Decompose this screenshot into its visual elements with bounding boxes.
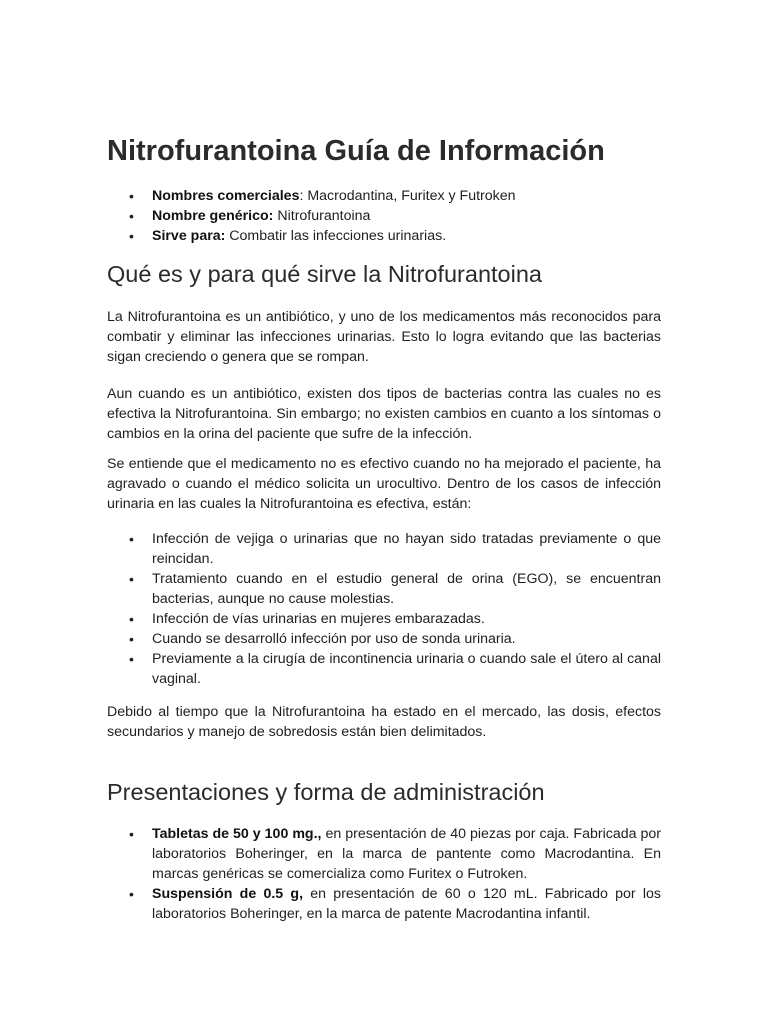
list-item-text: Tratamiento cuando en el estudio general de orina (EGO), se encuentran bacterias, aunque no cause molestias.	[152, 571, 661, 607]
presentation-text: en presentación de 40 piezas por caja. Fabricada por laboratorios Boheringer, en la marca de pantente como Macrodantina. En marcas genéricas se comercializa como Furitex o Futroken.	[152, 826, 662, 882]
bullet-icon: •	[129, 611, 134, 627]
bullet-icon: •	[129, 886, 134, 902]
summary-text: : Macrodantina, Furitex y Futroken	[299, 188, 516, 204]
bullet-icon: •	[129, 651, 134, 667]
list-item	[107, 529, 661, 569]
section-heading: Presentaciones y forma de administración	[107, 779, 545, 805]
bullet-icon: •	[129, 631, 134, 647]
bullet-icon: •	[129, 531, 134, 547]
bullet-icon: •	[129, 571, 134, 587]
summary-label: Nombres comerciales	[152, 188, 300, 204]
bullet-icon: •	[129, 826, 134, 842]
presentation-label: Tabletas de 50 y 100 mg.,	[152, 826, 322, 842]
list-item	[107, 884, 661, 924]
summary-text: Nitrofurantoina	[273, 208, 371, 224]
paragraph: La Nitrofurantoina es un antibiótico, y uno de los medicamentos más reconocidos para combatir y eliminar las infecciones urinarias. Esto lo logra evitando que las bacterias sigan creciendo o genera que se rompan.	[107, 309, 661, 365]
list-item-text: Infección de vejiga o urinarias que no hayan sido tratadas previamente o que reincidan.	[152, 531, 661, 567]
bullet-icon: •	[129, 188, 134, 204]
presentations-list	[107, 824, 661, 924]
list-item-text: Cuando se desarrolló infección por uso de sonda urinaria.	[152, 631, 516, 647]
presentation-text: en presentación de 60 o 120 mL. Fabricado por los laboratorios Boheringer, en la marca de patente Macrodantina infantil.	[152, 886, 661, 922]
summary-label: Nombre genérico:	[152, 208, 274, 224]
list-item-text: Infección de vías urinarias en mujeres embarazadas.	[152, 611, 485, 627]
list-item	[107, 569, 661, 609]
section-heading: Qué es y para qué sirve la Nitrofurantoina	[107, 261, 542, 287]
list-item	[107, 609, 661, 629]
list-item	[107, 186, 661, 206]
list-item	[107, 649, 661, 689]
list-item	[107, 824, 661, 884]
presentation-label: Suspensión de 0.5 g,	[152, 886, 304, 902]
summary-text: Combatir las infecciones urinarias.	[225, 228, 447, 244]
paragraph: Debido al tiempo que la Nitrofurantoina ha estado en el mercado, las dosis, efectos secundarios y manejo de sobredosis están bien delimitados.	[107, 704, 661, 740]
summary-label: Sirve para:	[152, 228, 226, 244]
paragraph: Se entiende que el medicamento no es efectivo cuando no ha mejorado el paciente, ha agravado o cuando el médico solicita un urocultivo. Dentro de los casos de infección urinaria en las cuales la Nitrofurantoina es efectiva, están:	[107, 456, 661, 512]
bullet-icon: •	[129, 228, 134, 244]
list-item	[107, 629, 661, 649]
summary-list	[107, 186, 661, 246]
list-item-text: Previamente a la cirugía de incontinencia urinaria o cuando sale el útero al canal vaginal.	[152, 651, 661, 687]
list-item	[107, 226, 661, 246]
bullet-icon: •	[129, 208, 134, 224]
infection-cases-list	[107, 529, 661, 689]
page-title: Nitrofurantoina Guía de Información	[107, 135, 605, 167]
paragraph: Aun cuando es un antibiótico, existen dos tipos de bacterias contra las cuales no es efectiva la Nitrofurantoina. Sin embargo; no existen cambios en cuanto a los síntomas o cambios en la orina del paciente que sufre de la infección.	[107, 386, 661, 442]
list-item	[107, 206, 661, 226]
